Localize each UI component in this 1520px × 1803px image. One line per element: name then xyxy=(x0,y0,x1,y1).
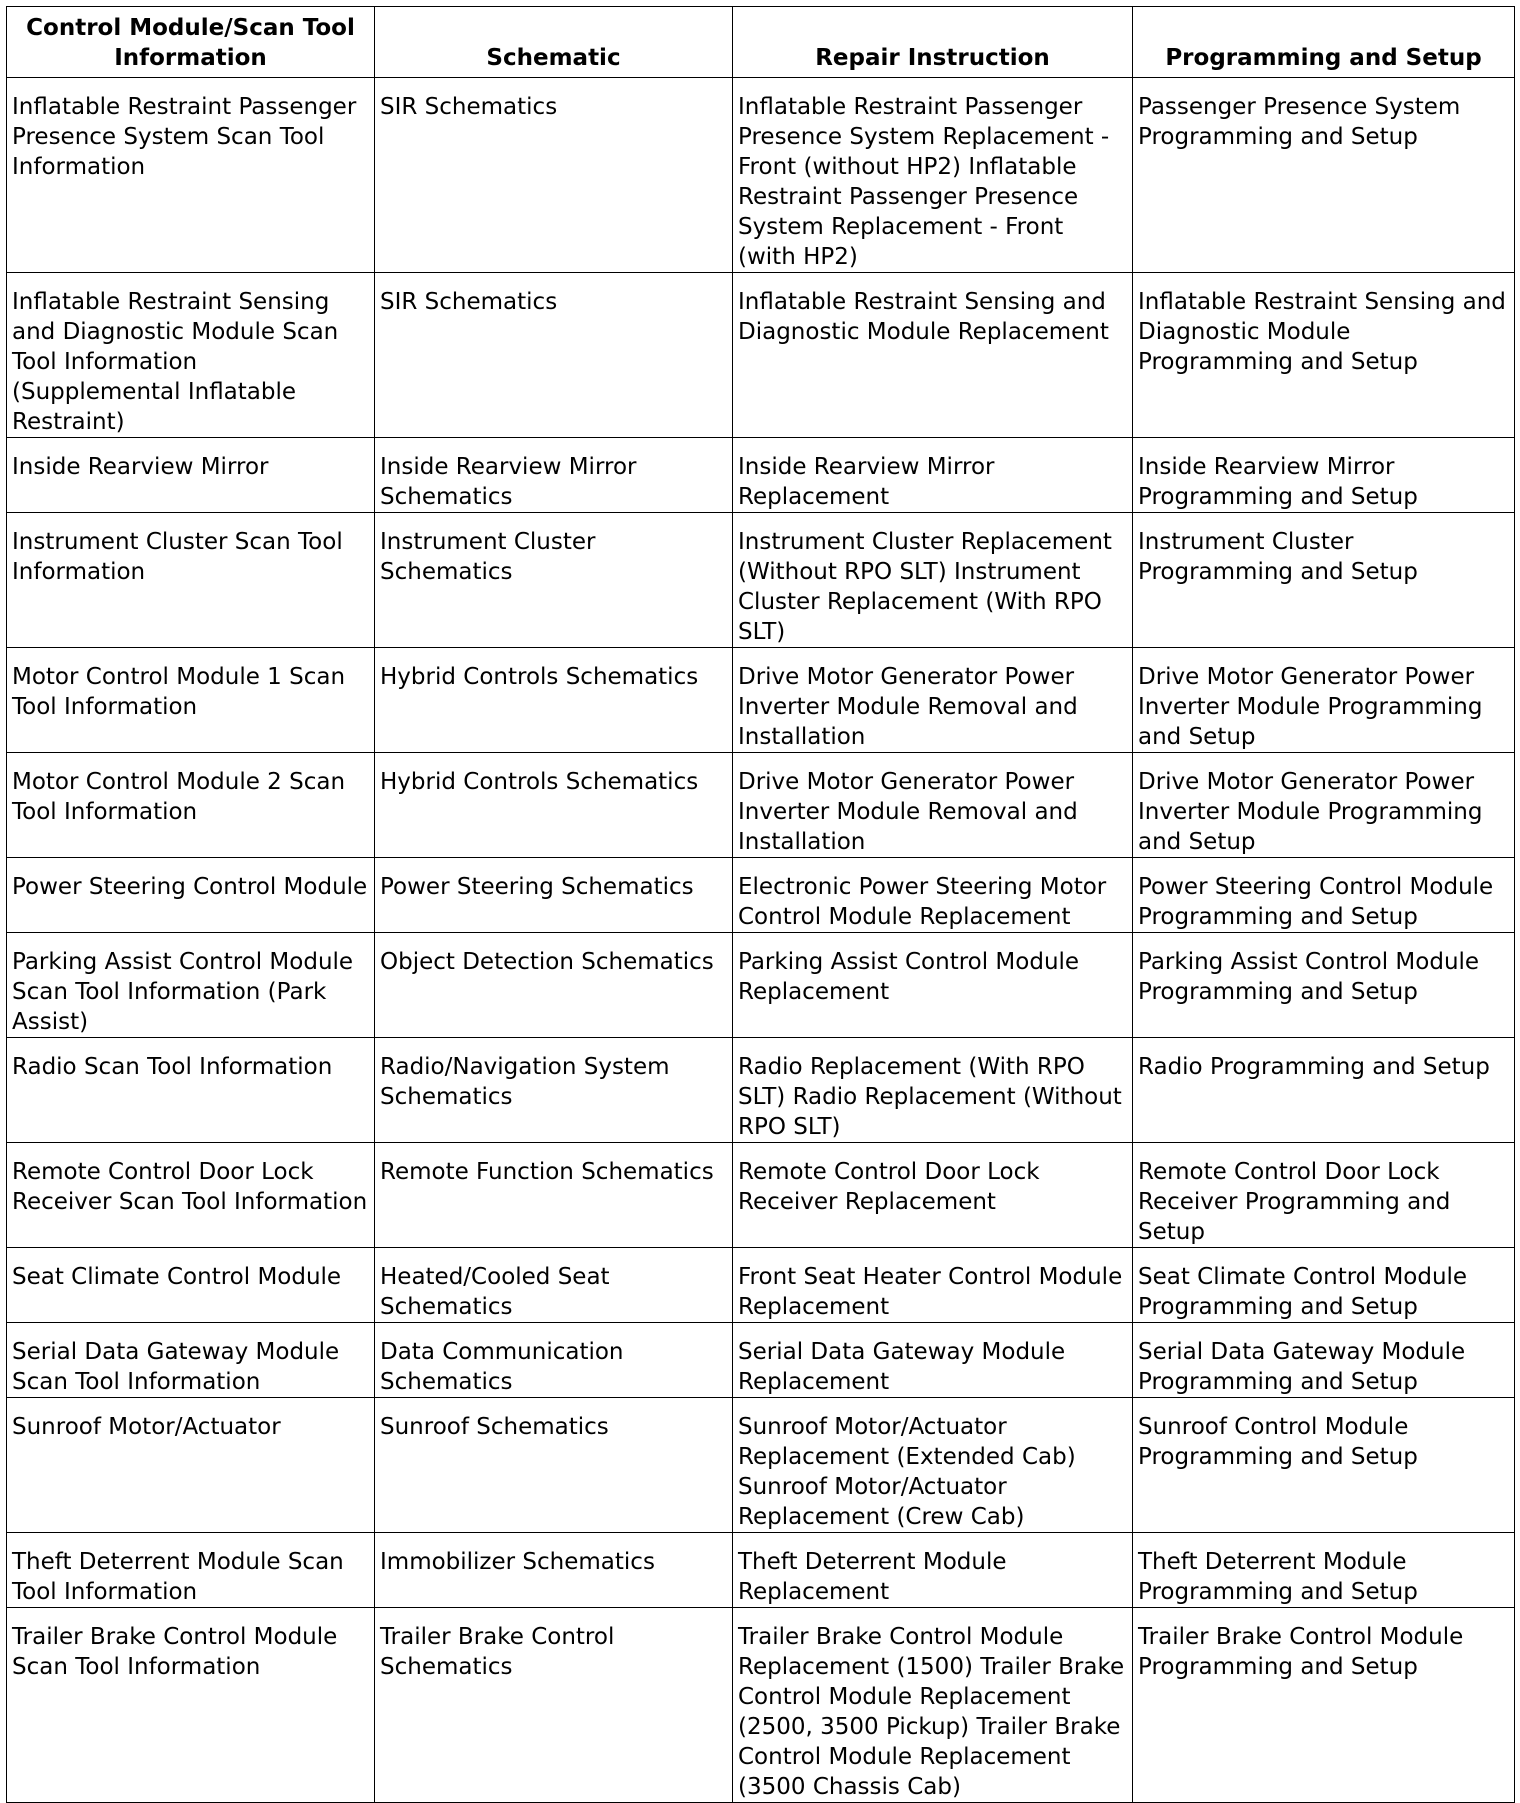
table-row xyxy=(7,1248,1515,1323)
cell-control-module: Motor Control Module 1 Scan Tool Information xyxy=(7,648,375,753)
header-repair-instruction: Repair Instruction xyxy=(733,7,1133,78)
cell-schematic: Power Steering Schematics xyxy=(375,858,733,933)
cell-control-module: Motor Control Module 2 Scan Tool Information xyxy=(7,753,375,858)
cell-repair-instruction: Drive Motor Generator Power Inverter Module Removal and Installation xyxy=(733,753,1133,858)
cell-repair-instruction: Drive Motor Generator Power Inverter Module Removal and Installation xyxy=(733,648,1133,753)
table-row xyxy=(7,1143,1515,1248)
table-row xyxy=(7,1038,1515,1143)
cell-programming-setup: Trailer Brake Control Module Programming and Setup xyxy=(1133,1608,1515,1803)
cell-schematic: Sunroof Schematics xyxy=(375,1398,733,1533)
cell-control-module: Trailer Brake Control Module Scan Tool Information xyxy=(7,1608,375,1803)
cell-programming-setup: Passenger Presence System Programming and Setup xyxy=(1133,78,1515,273)
cell-schematic: SIR Schematics xyxy=(375,78,733,273)
cell-programming-setup: Parking Assist Control Module Programming and Setup xyxy=(1133,933,1515,1038)
cell-control-module: Serial Data Gateway Module Scan Tool Information xyxy=(7,1323,375,1398)
cell-repair-instruction: Theft Deterrent Module Replacement xyxy=(733,1533,1133,1608)
cell-schematic: Data Communication Schematics xyxy=(375,1323,733,1398)
table-row xyxy=(7,78,1515,273)
cell-repair-instruction: Inside Rearview Mirror Replacement xyxy=(733,438,1133,513)
module-reference-table xyxy=(6,6,1515,1803)
table-row xyxy=(7,1533,1515,1608)
cell-schematic: Heated/Cooled Seat Schematics xyxy=(375,1248,733,1323)
cell-schematic: Remote Function Schematics xyxy=(375,1143,733,1248)
cell-control-module: Inflatable Restraint Passenger Presence System Scan Tool Information xyxy=(7,78,375,273)
cell-schematic: Hybrid Controls Schematics xyxy=(375,753,733,858)
cell-control-module: Instrument Cluster Scan Tool Information xyxy=(7,513,375,648)
cell-control-module: Parking Assist Control Module Scan Tool Information (Park Assist) xyxy=(7,933,375,1038)
header-control-module: Control Module/Scan Tool Information xyxy=(7,7,375,78)
cell-control-module: Power Steering Control Module xyxy=(7,858,375,933)
cell-programming-setup: Serial Data Gateway Module Programming and Setup xyxy=(1133,1323,1515,1398)
table-row xyxy=(7,648,1515,753)
cell-repair-instruction: Trailer Brake Control Module Replacement (1500) Trailer Brake Control Module Replacement (2500, 3500 Pickup) Trailer Brake Control Module Replacement (3500 Chassis Cab) xyxy=(733,1608,1133,1803)
cell-programming-setup: Remote Control Door Lock Receiver Programming and Setup xyxy=(1133,1143,1515,1248)
header-schematic: Schematic xyxy=(375,7,733,78)
cell-programming-setup: Sunroof Control Module Programming and Setup xyxy=(1133,1398,1515,1533)
table-row xyxy=(7,1323,1515,1398)
table-row xyxy=(7,858,1515,933)
cell-control-module: Seat Climate Control Module xyxy=(7,1248,375,1323)
cell-repair-instruction: Sunroof Motor/Actuator Replacement (Extended Cab) Sunroof Motor/Actuator Replacement (Crew Cab) xyxy=(733,1398,1133,1533)
cell-schematic: SIR Schematics xyxy=(375,273,733,438)
table-header xyxy=(7,7,1515,78)
table-body xyxy=(7,78,1515,1803)
cell-repair-instruction: Inflatable Restraint Passenger Presence System Replacement - Front (without HP2) Inflatable Restraint Passenger Presence System Replacement - Front (with HP2) xyxy=(733,78,1133,273)
cell-programming-setup: Inflatable Restraint Sensing and Diagnostic Module Programming and Setup xyxy=(1133,273,1515,438)
cell-control-module: Theft Deterrent Module Scan Tool Information xyxy=(7,1533,375,1608)
cell-repair-instruction: Remote Control Door Lock Receiver Replacement xyxy=(733,1143,1133,1248)
cell-control-module: Inside Rearview Mirror xyxy=(7,438,375,513)
table-row xyxy=(7,933,1515,1038)
cell-programming-setup: Power Steering Control Module Programming and Setup xyxy=(1133,858,1515,933)
cell-repair-instruction: Radio Replacement (With RPO SLT) Radio Replacement (Without RPO SLT) xyxy=(733,1038,1133,1143)
cell-repair-instruction: Electronic Power Steering Motor Control Module Replacement xyxy=(733,858,1133,933)
cell-repair-instruction: Parking Assist Control Module Replacement xyxy=(733,933,1133,1038)
cell-schematic: Instrument Cluster Schematics xyxy=(375,513,733,648)
cell-control-module: Remote Control Door Lock Receiver Scan Tool Information xyxy=(7,1143,375,1248)
cell-programming-setup: Drive Motor Generator Power Inverter Module Programming and Setup xyxy=(1133,753,1515,858)
cell-repair-instruction: Front Seat Heater Control Module Replacement xyxy=(733,1248,1133,1323)
cell-programming-setup: Radio Programming and Setup xyxy=(1133,1038,1515,1143)
cell-schematic: Inside Rearview Mirror Schematics xyxy=(375,438,733,513)
cell-repair-instruction: Serial Data Gateway Module Replacement xyxy=(733,1323,1133,1398)
header-row xyxy=(7,7,1515,78)
cell-programming-setup: Inside Rearview Mirror Programming and Setup xyxy=(1133,438,1515,513)
cell-programming-setup: Seat Climate Control Module Programming and Setup xyxy=(1133,1248,1515,1323)
table-row xyxy=(7,753,1515,858)
cell-schematic: Hybrid Controls Schematics xyxy=(375,648,733,753)
cell-programming-setup: Drive Motor Generator Power Inverter Module Programming and Setup xyxy=(1133,648,1515,753)
cell-control-module: Sunroof Motor/Actuator xyxy=(7,1398,375,1533)
table-row xyxy=(7,273,1515,438)
cell-repair-instruction: Inflatable Restraint Sensing and Diagnostic Module Replacement xyxy=(733,273,1133,438)
cell-repair-instruction: Instrument Cluster Replacement (Without RPO SLT) Instrument Cluster Replacement (With RPO SLT) xyxy=(733,513,1133,648)
cell-schematic: Immobilizer Schematics xyxy=(375,1533,733,1608)
cell-schematic: Radio/Navigation System Schematics xyxy=(375,1038,733,1143)
cell-control-module: Inflatable Restraint Sensing and Diagnostic Module Scan Tool Information (Supplemental Inflatable Restraint) xyxy=(7,273,375,438)
cell-schematic: Object Detection Schematics xyxy=(375,933,733,1038)
header-programming-setup: Programming and Setup xyxy=(1133,7,1515,78)
cell-programming-setup: Instrument Cluster Programming and Setup xyxy=(1133,513,1515,648)
table-row xyxy=(7,513,1515,648)
table-row xyxy=(7,1398,1515,1533)
cell-control-module: Radio Scan Tool Information xyxy=(7,1038,375,1143)
cell-schematic: Trailer Brake Control Schematics xyxy=(375,1608,733,1803)
table-row xyxy=(7,1608,1515,1803)
table-row xyxy=(7,438,1515,513)
cell-programming-setup: Theft Deterrent Module Programming and Setup xyxy=(1133,1533,1515,1608)
